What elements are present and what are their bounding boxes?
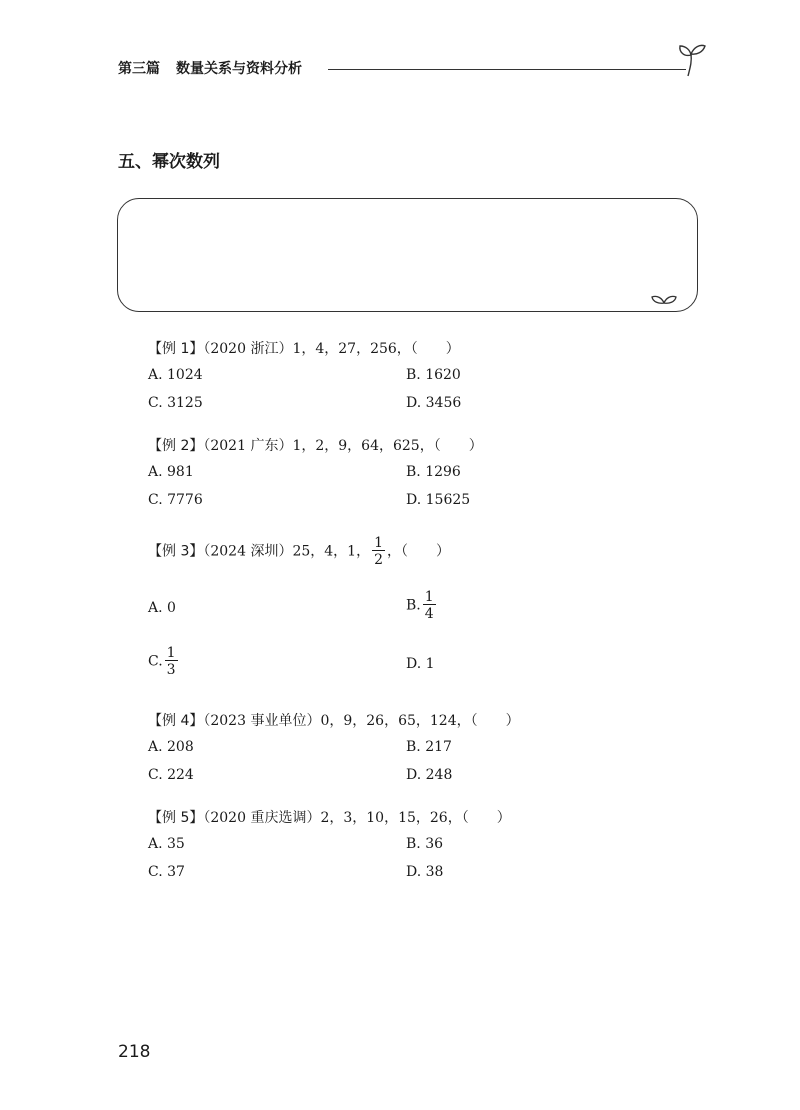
- example-tag: 【例 5】: [148, 810, 204, 826]
- option-c: [148, 646, 180, 677]
- option-b: B. 217: [406, 739, 452, 755]
- option-b-fraction: [423, 590, 436, 621]
- header-label: [118, 58, 302, 78]
- example-tag: 【例 2】: [148, 438, 204, 454]
- example-1: [148, 338, 588, 418]
- header-title: 数量关系与资料分析: [176, 61, 302, 77]
- option-d: D. 38: [406, 864, 444, 880]
- sprout-icon: [678, 40, 706, 78]
- fraction-numerator: 1: [166, 645, 176, 661]
- example-tag: 【例 3】: [148, 543, 204, 560]
- option-b: [406, 590, 438, 621]
- option-a: A. 35: [148, 836, 185, 852]
- fraction-numerator: 1: [424, 589, 434, 605]
- question-text: （2020 重庆选调）2，3，10，15，26，（ ）: [203, 810, 511, 826]
- option-a: A. 981: [148, 464, 194, 480]
- fraction-numerator: 1: [374, 535, 383, 551]
- option-c: C. 3125: [148, 395, 203, 411]
- question-text: （2021 广东）1，2，9，64，625，（ ）: [203, 438, 483, 454]
- example-3-question: [148, 536, 450, 567]
- example-4-question: [148, 710, 520, 730]
- header-rule: [328, 69, 686, 70]
- leaf-icon: [651, 293, 677, 305]
- option-a: A. 0: [148, 600, 176, 616]
- section-title: 五、幂次数列: [118, 152, 220, 172]
- example-5: [148, 807, 588, 887]
- page-number: 218: [118, 1042, 151, 1062]
- option-c-prefix: C.: [148, 653, 163, 670]
- option-c: C. 224: [148, 767, 194, 783]
- example-2-question: [148, 435, 483, 455]
- question-text-end: ，（ ）: [387, 543, 450, 560]
- question-text: （2024 深圳）25，4，1，: [203, 543, 371, 560]
- header-part: 第三篇: [118, 61, 160, 77]
- option-b: B. 1620: [406, 367, 461, 383]
- example-5-question: [148, 807, 511, 827]
- option-c-fraction: [165, 646, 178, 677]
- option-d: D. 3456: [406, 395, 462, 411]
- option-d: D. 1: [406, 656, 435, 672]
- example-2: [148, 435, 588, 515]
- option-b: B. 1296: [406, 464, 461, 480]
- option-c: C. 37: [148, 864, 185, 880]
- option-b: B. 36: [406, 836, 444, 852]
- fraction-denominator: 4: [424, 606, 434, 622]
- option-c: C. 7776: [148, 492, 203, 508]
- question-text: （2023 事业单位）0，9，26，65，124，（ ）: [203, 713, 520, 729]
- option-a: A. 208: [148, 739, 194, 755]
- running-header: [118, 58, 708, 82]
- note-box: [117, 198, 698, 312]
- question-text: （2020 浙江）1，4，27，256，（ ）: [203, 341, 460, 357]
- fraction-denominator: 2: [374, 552, 383, 568]
- option-d: D. 248: [406, 767, 453, 783]
- option-d: D. 15625: [406, 492, 471, 508]
- example-3: [148, 536, 588, 686]
- option-b-prefix: B.: [406, 597, 421, 614]
- question-fraction: [372, 536, 385, 567]
- example-1-question: [148, 338, 460, 358]
- example-tag: 【例 1】: [148, 341, 204, 357]
- example-tag: 【例 4】: [148, 713, 204, 729]
- option-a: A. 1024: [148, 367, 203, 383]
- fraction-denominator: 3: [166, 662, 176, 678]
- example-4: [148, 710, 588, 790]
